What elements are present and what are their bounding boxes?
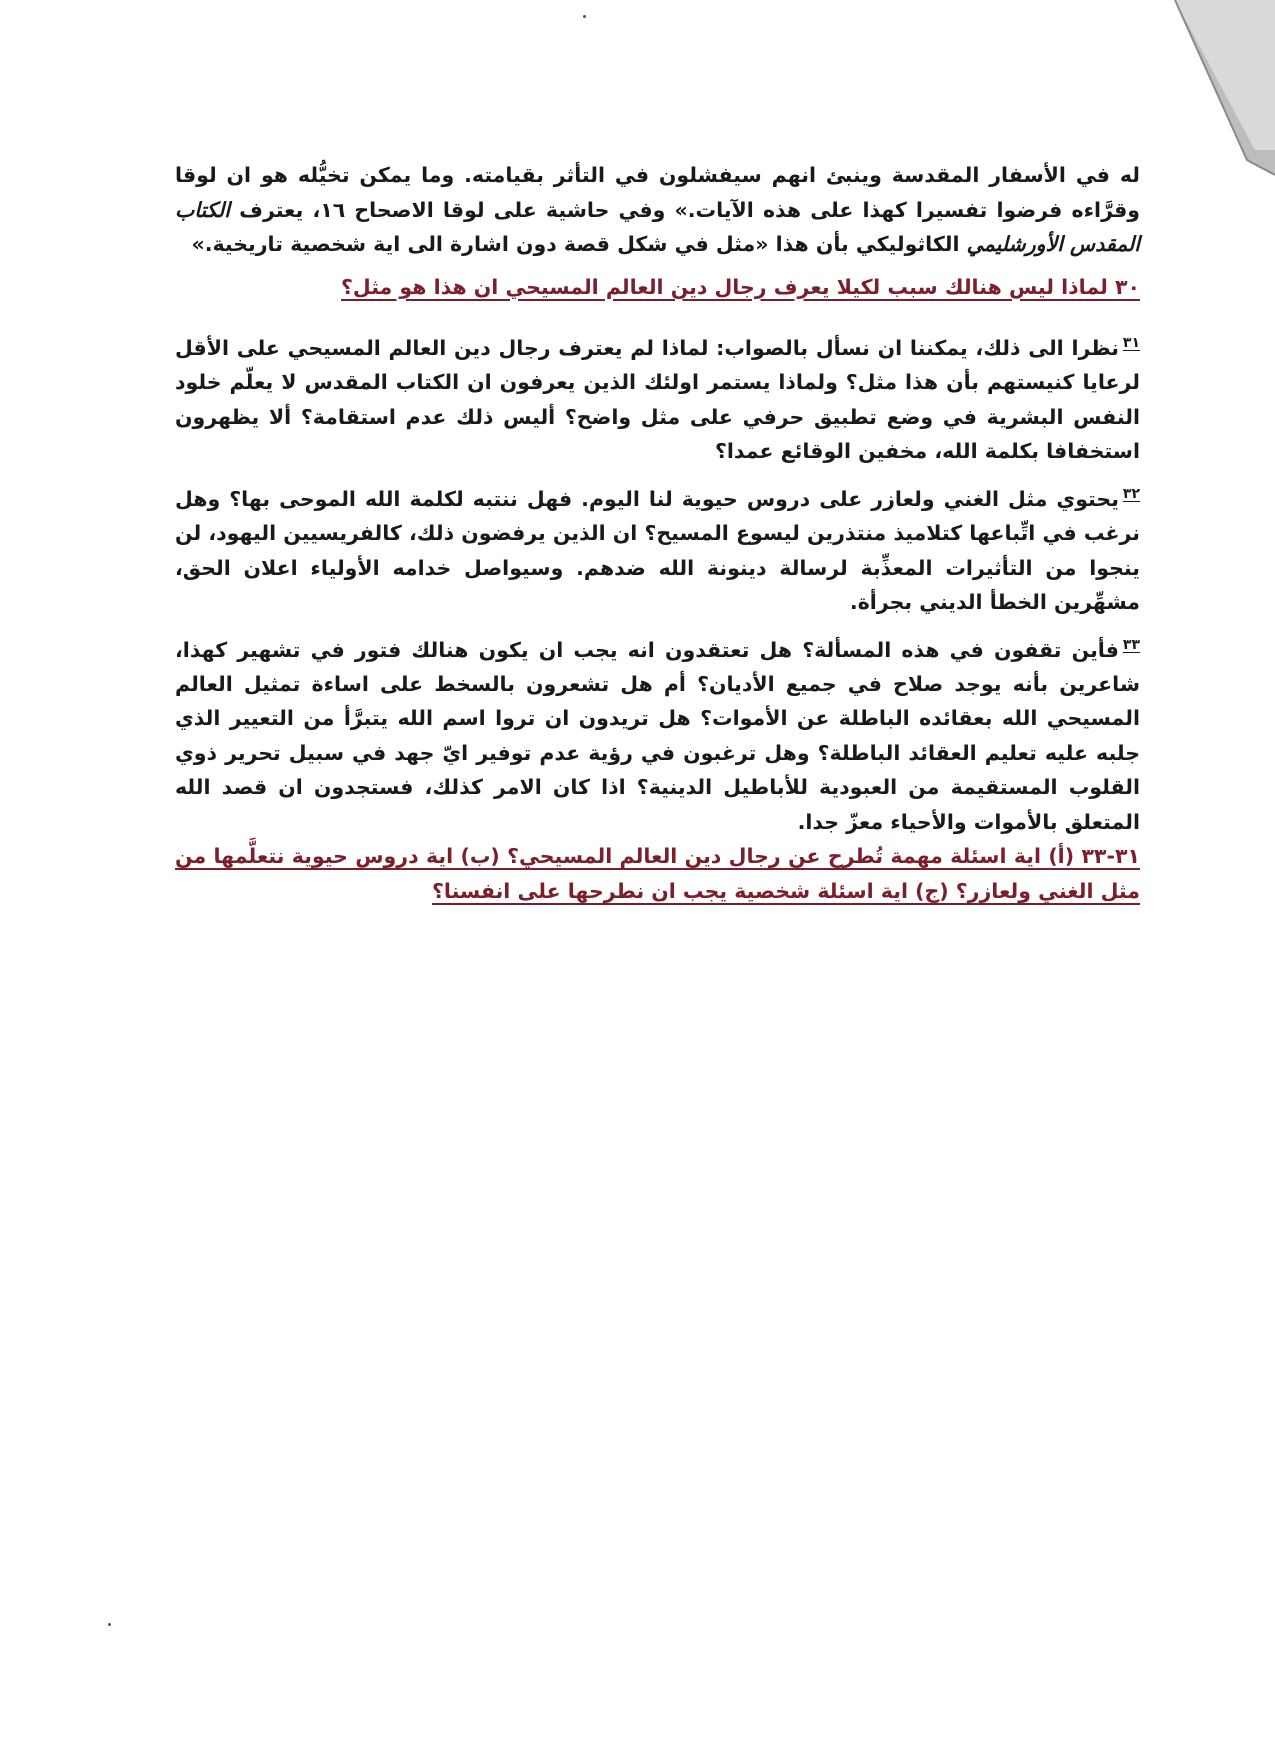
paragraph-intro	[175, 158, 1140, 262]
paragraph-number-33: ٣٣	[1122, 636, 1140, 653]
paragraph-31	[175, 326, 1140, 469]
paragraph-number-31: ٣١	[1122, 335, 1140, 351]
paragraph-32-text: يحتوي مثل الغني ولعازر على دروس حيوية لنا اليوم. فهل ننتبه لكلمة الله الموحى بها؟ وهل نرغب في اتِّباعها كتلاميذ منتذرين ليسوع المسيح؟ ان الذين يرفضون ذلك، كالفريسيين اليهود، لن ينجوا من التأثيرات المعذِّبة لرسالة دينونة الله ضدهم. وسيواصل خدامه الأولياء اعلان الحق، مشهِّرين الخطأ الديني بجرأة.	[175, 486, 1140, 615]
bible-title-italic: الكتاب المقدس الأورشليمي	[175, 197, 1140, 256]
scan-speck	[108, 1623, 111, 1626]
folded-page-corner	[1135, 0, 1275, 180]
paragraph-number-32: ٣٢	[1122, 485, 1140, 502]
question-30: ٣٠ لماذا ليس هنالك سبب لكيلا يعرف رجال دين العالم المسيحي ان هذا هو مثل؟	[341, 274, 1140, 299]
paragraph-33	[175, 628, 1140, 840]
paragraph-31-text: نظرا الى ذلك، يمكننا ان نسأل بالصواب: لماذا لم يعترف رجال دين العالم المسيحي على الأقل لرعايا كنيستهم بأن هذا مثل؟ ولماذا يستمر اولئك الذين يعرفون ان الكتاب المقدس لا يعلّم خلود النفس البشرية في وضع تطبيق حرفي على مثل واضح؟ أليس ذلك عدم استقامة؟ ألا يظهرون استخفافا بكلمة الله، مخفين الوقائع عمدا؟	[175, 335, 1140, 464]
scan-speck	[583, 15, 586, 18]
paragraph-33-text: فأين تقفون في هذه المسألة؟ هل تعتقدون انه يجب ان يكون هنالك فتور في تشهير كهذا، شاعرين بأنه يوجد صلاح في جميع الأديان؟ أم هل تشعرون بالسخط على اساءة تمثيل العالم المسيحي الله بعقائده الباطلة عن الأموات؟ هل تريدون ان تروا اسم الله يتبرَّأ من التعيير الذي جلبه عليه تعليم العقائد الباطلة؟ وهل ترغبون في رؤية عدم توفير ايّ جهد في سبيل تحرير ذوي القلوب المستقيمة من العبودية للأباطيل الدينية؟ اذا كان الامر كذلك، فستجدون ان قصد الله المتعلق بالأموات والأحياء معزّ جدا.	[175, 637, 1140, 834]
question-31-33: ٣١-٣٣ (أ) اية اسئلة مهمة تُطرح عن رجال دين العالم المسيحي؟ (ب) اية دروس حيوية نتعلَّمها من مثل الغني ولعازر؟ (ج) اية اسئلة شخصية يجب ان نطرحها على انفسنا؟	[175, 844, 1140, 903]
paragraph-intro-text-1: له في الأسفار المقدسة وينبئ انهم سيفشلون في التأثر بقيامته. وما يمكن تخيُّله هو ان لوقا وقرَّاءه فرضوا تفسيرا كهذا على هذه الآيات.» وفي حاشية على لوقا الاصحاح ١٦، يعترف	[175, 163, 1141, 222]
paragraph-intro-text-2: الكاثوليكي بأن هذا «مثل في شكل قصة دون اشارة الى اية شخصية تاريخية.»	[191, 232, 967, 256]
document-body	[175, 158, 1140, 908]
paragraph-32	[175, 477, 1140, 620]
